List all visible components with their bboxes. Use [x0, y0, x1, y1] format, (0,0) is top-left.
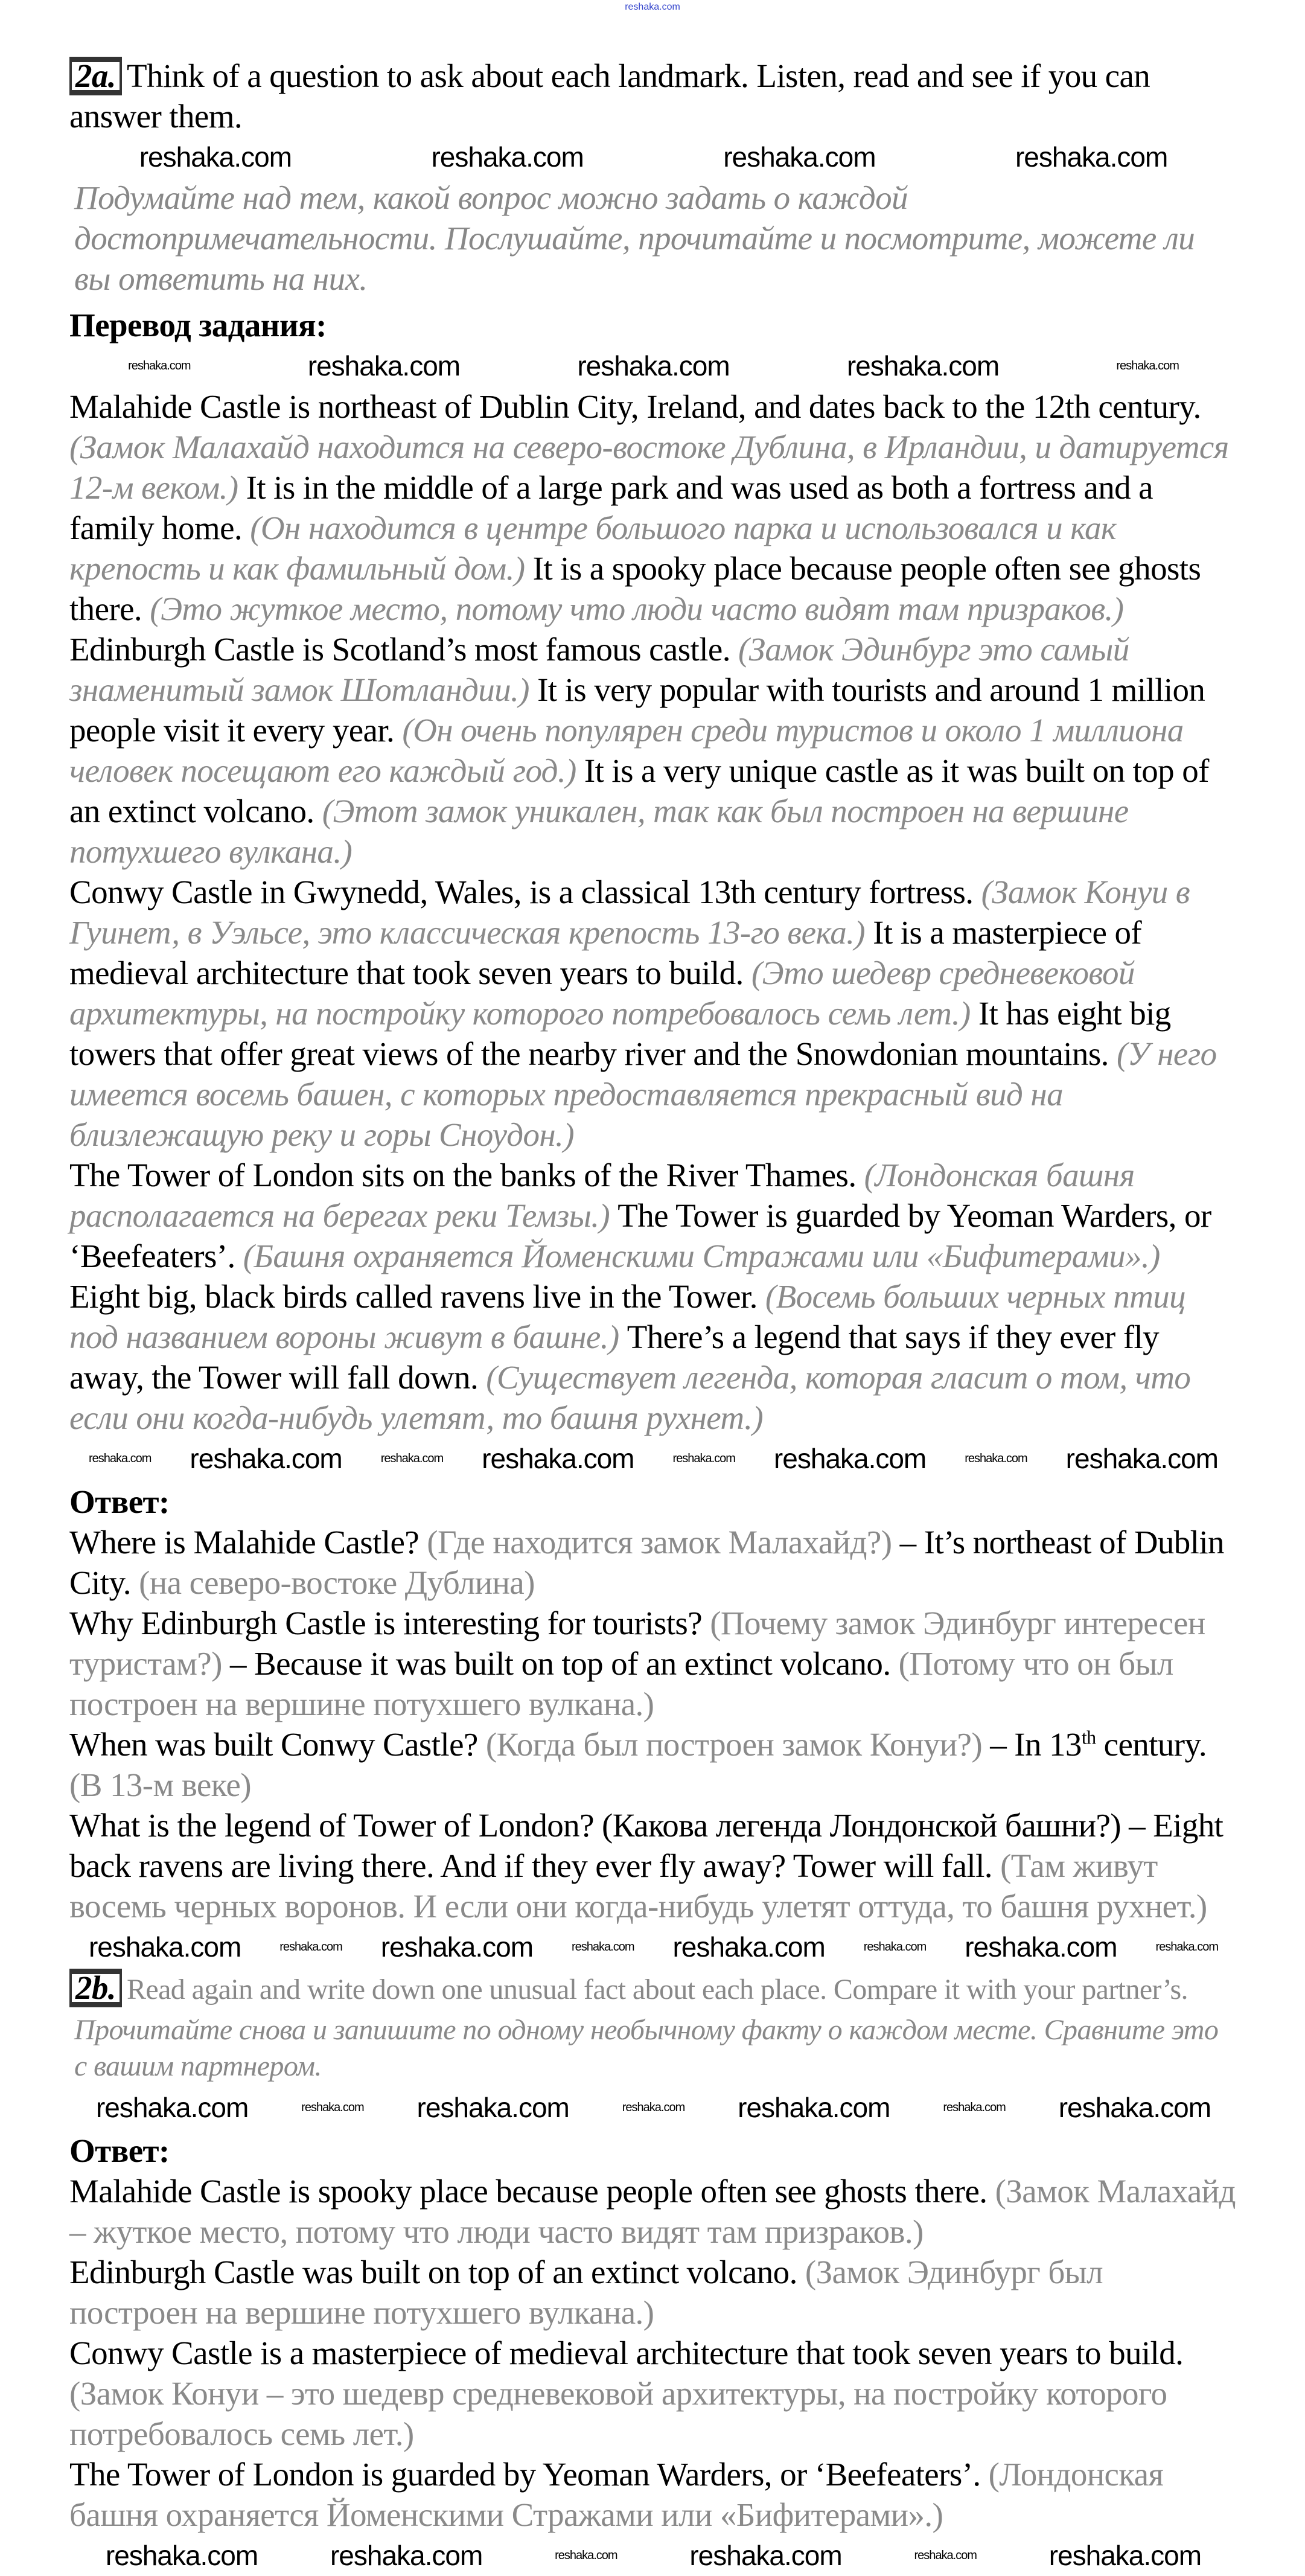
russian-translation: (Он находится в центре большого парка и использовался и как крепость и как фамильный дом.) [69, 510, 1116, 587]
paragraph [69, 1724, 1237, 1805]
watermark: reshaka.com [555, 2549, 617, 2562]
english-text: The Tower is guarded by Yeoman Warders, or ‘Beefeaters’. [69, 1197, 1211, 1274]
russian-translation: (Замок Малахайд – жуткое место, потому что люди часто видят там призраков.) [69, 2173, 1236, 2250]
watermark: reshaka.com [1116, 359, 1179, 372]
answers-2b [69, 2171, 1237, 2535]
task-2a [69, 56, 1237, 1964]
english-text: Why Edinburgh Castle is interesting for tourists? [69, 1605, 710, 1641]
english-text: Conwy Castle in Gwynedd, Wales, is a classical 13th century fortress. [69, 874, 981, 910]
watermark: reshaka.com [863, 1940, 927, 1954]
paragraph [69, 2333, 1237, 2454]
task-2a-instruction [69, 56, 1237, 136]
answer-heading-2b: Ответ: [69, 2132, 170, 2169]
watermark: reshaka.com [943, 2101, 1006, 2114]
paragraph [69, 1155, 1237, 1438]
watermark: reshaka.com [738, 2092, 890, 2123]
english-text: The Tower of London sits on the banks of the River Thames. [69, 1157, 864, 1194]
russian-translation: (Лондонская башня охраняется Йоменскими Стражами или «Бифитерами».) [69, 2456, 1164, 2533]
watermark: reshaka.com [139, 141, 292, 173]
russian-translation: (Лондонская башня располагается на берегах реки Темзы.) [69, 1157, 1135, 1234]
task-2a-instruction-ru: Подумайте над тем, какой вопрос можно задать о каждой достопримечательности. Послушайте, прочитайте и посмотрите, можете ли вы ответить на них. [74, 179, 1195, 297]
watermark: reshaka.com [846, 350, 1000, 382]
watermark: reshaka.com [622, 2101, 685, 2114]
watermark: reshaka.com [965, 1452, 1027, 1465]
watermark: reshaka.com [914, 2549, 977, 2562]
watermark: reshaka.com [301, 2101, 364, 2114]
watermark: reshaka.com [330, 2540, 483, 2571]
english-text: century. [1096, 1726, 1207, 1763]
task-2a-label: 2a. [69, 57, 122, 95]
english-text: – In 13 [990, 1726, 1082, 1763]
translation-heading: Перевод задания: [69, 307, 327, 344]
watermark: reshaka.com [482, 1443, 634, 1474]
task-2b-instruction-text: Read again and write down one unusual fact about each place. Compare it with your partner’s. [126, 1974, 1188, 2006]
russian-translation: (Восемь больших черных птиц под названием вороны живут в башне.) [69, 1278, 1186, 1355]
watermark: reshaka.com [773, 1443, 927, 1474]
english-text: Edinburgh Castle is Scotland’s most famous castle. [69, 631, 738, 668]
passage [69, 386, 1237, 1438]
english-text: Where is Malahide Castle? [69, 1524, 427, 1561]
watermark-row [69, 2539, 1237, 2572]
russian-translation: (Это шедевр средневековой архитектуры, на постройку которого потребовалось семь лет.) [69, 954, 1135, 1032]
watermark: reshaka.com [1058, 2092, 1211, 2123]
russian-translation: (Замок Малахайд находится на северо-востоке Дублина, в Ирландии, и датируется 12-м веком.) [69, 429, 1229, 506]
watermark: reshaka.com [190, 1443, 342, 1474]
paragraph [69, 386, 1237, 629]
english-text: – Because it was built on top of an extinct volcano. [229, 1645, 899, 1682]
english-text: The Tower of London is guarded by Yeoman Warders, or ‘Beefeaters’. [69, 2456, 989, 2493]
watermark: reshaka.com [672, 1931, 825, 1963]
english-text: There’s a legend that says if they ever fly away, the Tower will fall down. [69, 1318, 1160, 1396]
task-2a-instruction-text: Think of a question to ask about each landmark. Listen, read and see if you can answer them. [69, 57, 1150, 135]
watermark: reshaka.com [572, 1940, 634, 1954]
watermark: reshaka.com [380, 1931, 534, 1963]
english-text: Malahide Castle is spooky place because people often see ghosts there. [69, 2173, 995, 2210]
paragraph [69, 872, 1237, 1155]
header-watermark: reshaka.com [625, 2, 680, 12]
english-text: – It’s northeast of Dublin City. [69, 1524, 1224, 1601]
russian-translation: (Он очень популярен среди туристов и около 1 миллиона человек посещают его каждый год.) [69, 712, 1184, 789]
watermark: reshaka.com [1065, 1443, 1219, 1474]
paragraph [69, 2454, 1237, 2535]
russian-translation: (на северо-востоке Дублина) [139, 1564, 535, 1601]
watermark: reshaka.com [307, 350, 461, 382]
paragraph [69, 2171, 1237, 2252]
watermark: reshaka.com [88, 1452, 152, 1465]
task-2b-instruction-ru: Прочитайте снова и запишите по одному необычному факту о каждом месте. Сравните это с вашим партнером. [74, 2014, 1219, 2082]
task-2b [69, 1967, 1237, 2572]
task-2b-instruction [69, 1967, 1237, 2010]
watermark: reshaka.com [431, 141, 584, 173]
english-text: It is in the middle of a large park and was used as both a fortress and a family home. [69, 469, 1153, 546]
watermark: reshaka.com [689, 2540, 842, 2571]
russian-translation: (Этот замок уникален, так как был построен на вершине потухшего вулкана.) [69, 793, 1129, 870]
english-text: It is a masterpiece of medieval architecture that took seven years to build. [69, 914, 1142, 991]
english-text: What is the legend of Tower of London? (Какова легенда Лондонской башни?) – Eight back ravens are living there. And if they ever fly away? Tower will fall. [69, 1807, 1224, 1884]
russian-translation: (Замок Конуи – это шедевр средневековой архитектуры, на постройку которого потребовалось семь лет.) [69, 2375, 1167, 2452]
russian-translation: (Замок Эдинбург это самый знаменитый замок Шотландии.) [69, 631, 1129, 708]
russian-translation: (Это жуткое место, потому что люди часто видят там призраков.) [150, 590, 1124, 627]
russian-translation: (Существует легенда, которая гласит о том, что если они когда-нибудь улетят, то башня рухнет.) [69, 1359, 1191, 1436]
watermark: reshaka.com [1155, 1940, 1219, 1954]
english-text: When was built Conwy Castle? [69, 1726, 486, 1763]
paragraph [69, 2252, 1237, 2333]
answers-2a [69, 1522, 1237, 1926]
english-text: Eight big, black birds called ravens live in the Tower. [69, 1278, 765, 1315]
russian-translation: (Замок Конуи в Гуинет, в Уэльсе, это классическая крепость 13-го века.) [69, 874, 1190, 951]
paragraph [69, 1805, 1237, 1926]
watermark-row [69, 2091, 1237, 2124]
watermark-row [69, 1930, 1237, 1964]
english-text: Edinburgh Castle was built on top of an extinct volcano. [69, 2254, 805, 2290]
watermark-row [69, 349, 1237, 383]
watermark: reshaka.com [416, 2092, 569, 2123]
watermark: reshaka.com [105, 2540, 258, 2571]
paragraph [69, 629, 1237, 872]
watermark: reshaka.com [723, 141, 876, 173]
english-text: th [1081, 1726, 1096, 1748]
watermark: reshaka.com [1048, 2540, 1202, 2571]
english-text: Conwy Castle is a masterpiece of medieval architecture that took seven years to build. [69, 2335, 1184, 2371]
russian-translation: (Почему замок Эдинбург интересен туристам?) [69, 1605, 1205, 1682]
english-text: It is very popular with tourists and around 1 million people visit it every year. [69, 671, 1205, 749]
watermark: reshaka.com [577, 350, 730, 382]
watermark: reshaka.com [965, 1931, 1117, 1963]
document-page [69, 56, 1237, 2572]
russian-translation: (Потому что он был построен на вершине потухшего вулкана.) [69, 1645, 1173, 1722]
russian-translation: (Где находится замок Малахайд?) [427, 1524, 900, 1561]
russian-translation: (Замок Эдинбург был построен на вершине потухшего вулкана.) [69, 2254, 1103, 2331]
english-text: Malahide Castle is northeast of Dublin City, Ireland, and dates back to the 12th century. [69, 388, 1201, 425]
watermark: reshaka.com [1015, 141, 1168, 173]
paragraph [69, 1522, 1237, 1603]
english-text: It is a very unique castle as it was built on top of an extinct volcano. [69, 752, 1209, 829]
watermark: reshaka.com [672, 1452, 735, 1465]
watermark: reshaka.com [88, 1931, 241, 1963]
russian-translation: (У него имеется восемь башен, с которых предоставляется прекрасный вид на близлежащую реку и горы Сноудон.) [69, 1035, 1217, 1153]
russian-translation: (В 13-м веке) [69, 1766, 251, 1803]
russian-translation: (Когда был построен замок Конуи?) [485, 1726, 991, 1763]
watermark: reshaka.com [95, 2092, 249, 2123]
answer-heading-2a: Ответ: [69, 1483, 170, 1520]
task-2b-label: 2b. [69, 1969, 122, 2007]
watermark-row [69, 140, 1237, 174]
english-text: It has eight big towers that offer great views of the nearby river and the Snowdonian mountains. [69, 995, 1171, 1072]
watermark: reshaka.com [128, 359, 191, 372]
watermark: reshaka.com [279, 1940, 342, 1954]
paragraph [69, 1603, 1237, 1724]
english-text: It is a spooky place because people often see ghosts there. [69, 550, 1201, 627]
watermark-row [69, 1442, 1237, 1475]
watermark: reshaka.com [380, 1452, 444, 1465]
russian-translation: (Там живут восемь черных воронов. И если они когда-нибудь улетят оттуда, то башня рухнет.) [69, 1847, 1207, 1925]
russian-translation: (Башня охраняется Йоменскими Стражами или «Бифитерами».) [243, 1238, 1160, 1274]
